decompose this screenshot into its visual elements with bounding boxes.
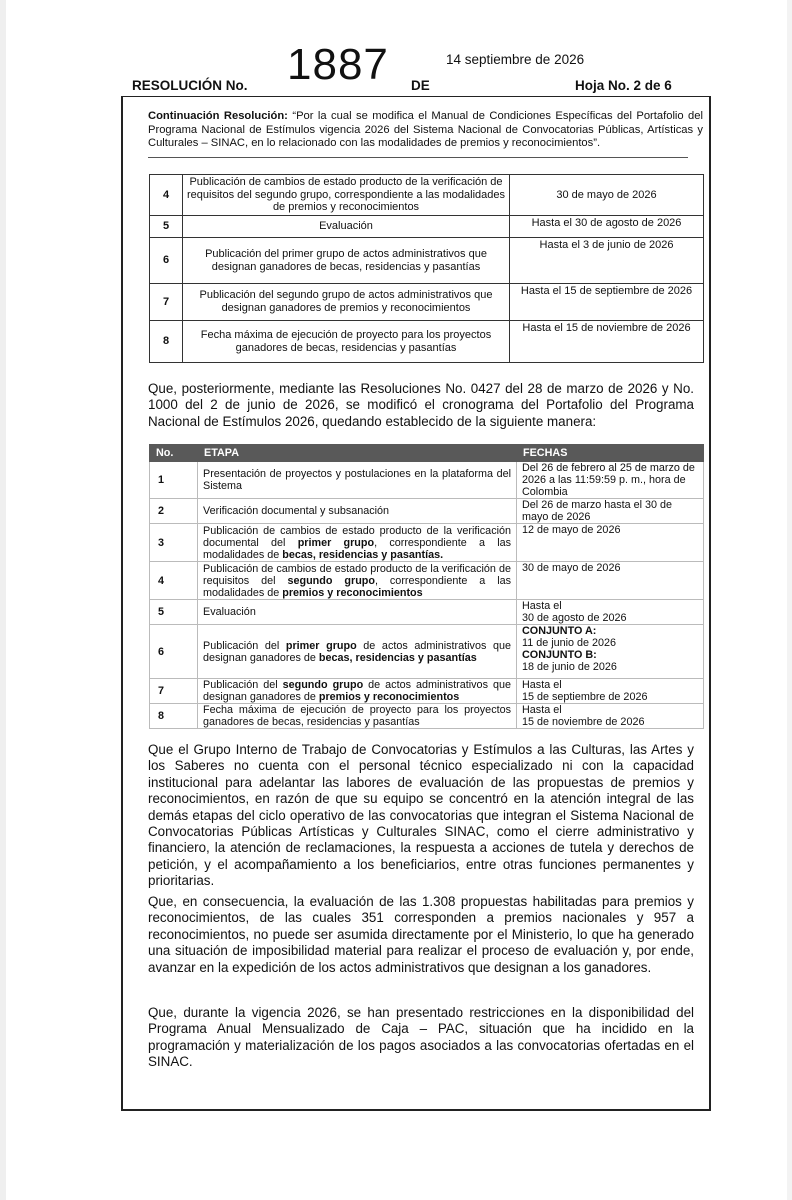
resolution-number: 1887	[287, 40, 389, 89]
stage-description	[198, 600, 517, 625]
text-segment: Evaluación	[203, 606, 256, 618]
stage-number: 7	[150, 284, 183, 321]
text-segment: segundo grupo	[287, 574, 375, 587]
screen-right-edge	[787, 0, 792, 1200]
stage-date: Hasta el 15 de septiembre de 2026	[510, 284, 704, 321]
table-row	[150, 216, 704, 238]
stage-number: 6	[150, 625, 198, 679]
stage-date	[517, 524, 704, 562]
text-segment: Publicación de cambios de estado producto de la verificación de requisitos del	[203, 562, 511, 587]
text-segment: Publicación del	[203, 679, 283, 691]
screen-left-edge	[0, 0, 6, 1200]
text-segment: primer grupo	[285, 639, 357, 652]
text-segment: segundo grupo	[282, 679, 364, 691]
table-row	[150, 238, 704, 284]
stage-date: 30 de mayo de 2026	[510, 175, 704, 216]
continuation-intro	[148, 110, 703, 151]
resolution-date: 14 septiembre de 2026	[446, 52, 585, 67]
stage-number: 1	[150, 462, 198, 499]
text-segment: Hasta el	[522, 704, 562, 716]
stage-description: Publicación del primer grupo de actos administrativos que designan ganadores de becas, residencias y pasantías	[183, 238, 510, 284]
stage-description: Evaluación	[183, 216, 510, 238]
text-segment: 11 de junio de 2026	[522, 637, 617, 649]
text-segment: Verificación documental y subsanación	[203, 505, 390, 517]
stage-number: 6	[150, 238, 183, 284]
table-row	[150, 462, 704, 499]
stage-date	[517, 562, 704, 600]
table-row	[150, 562, 704, 600]
text-segment: Del 26 de marzo hasta el 30 de mayo de 2026	[522, 499, 673, 523]
stage-number: 5	[150, 600, 198, 625]
text-segment: 30 de agosto de 2026	[522, 612, 627, 624]
stage-description	[198, 679, 517, 704]
stage-date	[517, 499, 704, 524]
stage-number: 8	[150, 321, 183, 363]
text-segment: de actos administrativos que designan ganadores de	[203, 679, 511, 703]
header-etapa: ETAPA	[198, 445, 517, 462]
intro-divider	[148, 157, 688, 158]
paragraph-pac-restrictions: Que, durante la vigencia 2026, se han presentado restricciones en la disponibilidad del Programa Anual Mensualizado de Caja – PAC, situación que ha incidido en la programación y materialización de los pagos asociados a las convocatorias ofertadas en el SINAC.	[148, 1005, 694, 1070]
stage-number: 2	[150, 499, 198, 524]
stage-date	[517, 679, 704, 704]
text-segment: Hasta el	[522, 600, 562, 612]
text-segment: de actos administrativos que designan ganadores de	[203, 639, 511, 664]
stage-number: 4	[150, 562, 198, 600]
stage-number: 4	[150, 175, 183, 216]
stage-number: 8	[150, 704, 198, 729]
sheet-number: Hoja No. 2 de 6	[575, 78, 672, 93]
text-segment: 15 de noviembre de 2026	[522, 716, 645, 728]
stage-date: Hasta el 3 de junio de 2026	[510, 238, 704, 284]
continuation-text: “Por la cual se modifica el Manual de Condiciones Específicas del Portafolio del Programa Nacional de Estímulos vigencia 2026 del Sistema Nacional de Convocatorias Públicas, Artísticas y Culturales – SINAC, en lo relacionado con las modalidades de premios y reconocimientos”.	[148, 110, 703, 150]
table-row	[150, 284, 704, 321]
paragraph-modification: Que, posteriormente, mediante las Resoluciones No. 0427 del 28 de marzo de 2026 y No. 1000 del 2 de junio de 2026, se modificó el cronograma del Portafolio del Programa Nacional de Estímulos 2026, quedando establecido de la siguiente manera:	[148, 381, 694, 429]
text-segment: 30 de mayo de 2026	[522, 562, 621, 574]
stage-date	[517, 462, 704, 499]
table-row	[150, 499, 704, 524]
stage-date	[517, 600, 704, 625]
text-segment: becas, residencias y pasantías.	[282, 548, 444, 561]
table-row	[150, 679, 704, 704]
text-segment: 18 de junio de 2026	[522, 661, 617, 673]
text-segment: premios y reconocimientos	[282, 586, 423, 599]
text-segment: CONJUNTO B:	[522, 649, 597, 661]
text-segment: Del 26 de febrero al 25 de marzo de 2026 a las 11:59:59 p. m., hora de Colombia	[522, 462, 695, 498]
continuation-lead: Continuación Resolución:	[148, 110, 288, 122]
stage-description: Publicación de cambios de estado producto de la verificación de requisitos del segundo grupo, correspondiente a las modalidades de premios y reconocimientos	[183, 175, 510, 216]
stage-description	[198, 625, 517, 679]
text-segment: 12 de mayo de 2026	[522, 524, 621, 536]
stage-number: 7	[150, 679, 198, 704]
stage-date	[517, 704, 704, 729]
stage-description	[198, 562, 517, 600]
paragraph-evaluation-capacity: Que el Grupo Interno de Trabajo de Convocatorias y Estímulos a las Culturas, las Artes y los Saberes no cuenta con el personal técnico especializado ni con la capacidad institucional para adelantar las labores de evaluación de las propuestas de premios y reconocimientos, en razón de que su equipo se concentró en la atención integral de las demás etapas del ciclo operativo de las convocatorias que integran el Sistema Nacional de Convocatorias Públicas Artísticas y Culturales SINAC, como el cierre administrativo y financiero, la atención de reclamaciones, la respuesta a acciones de tutela y derechos de petición, y el acompañamiento a los beneficiarios, entre otras funciones permanentes y prioritarias.	[148, 742, 694, 889]
text-segment: CONJUNTO A:	[522, 625, 597, 637]
text-segment: , correspondiente a las modalidades de	[203, 574, 511, 599]
resolution-label: RESOLUCIÓN No.	[132, 78, 248, 93]
header-fechas: FECHAS	[517, 445, 704, 462]
stage-description	[198, 462, 517, 499]
text-segment: , correspondiente a las modalidades de	[203, 536, 512, 561]
text-segment: Presentación de proyectos y postulaciones en la plataforma del Sistema	[203, 468, 511, 492]
stage-date: Hasta el 15 de noviembre de 2026	[510, 321, 704, 363]
table-row	[150, 625, 704, 679]
paragraph-consequence: Que, en consecuencia, la evaluación de las 1.308 propuestas habilitadas para premios y reconocimientos, de las cuales 351 corresponden a premios nacionales y 957 a reconocimientos, no puede ser asumida directamente por el Ministerio, lo que ha generado una situación de imposibilidad material para realizar el proceso de evaluación y, por ende, avanzar en la expedición de los actos administrativos que designan a los ganadores.	[148, 894, 694, 975]
stage-number: 5	[150, 216, 183, 238]
text-segment: Hasta el	[522, 679, 562, 691]
text-segment: Fecha máxima de ejecución de proyecto para los proyectos ganadores de becas, residencias y pasantías	[203, 704, 511, 728]
table-row	[150, 321, 704, 363]
stage-description: Publicación del segundo grupo de actos administrativos que designan ganadores de premios y reconocimientos	[183, 284, 510, 321]
table-row	[150, 704, 704, 729]
stage-description	[198, 524, 517, 562]
text-segment: primer grupo	[297, 536, 375, 549]
table-header-row	[150, 445, 704, 462]
stage-description: Fecha máxima de ejecución de proyecto para los proyectos ganadores de becas, residencias y pasantías	[183, 321, 510, 363]
schedule-table-current	[149, 444, 704, 729]
text-segment: Publicación del	[203, 639, 286, 652]
table-row	[150, 600, 704, 625]
schedule-table-previous	[149, 174, 704, 363]
stage-description	[198, 499, 517, 524]
stage-date	[517, 625, 704, 679]
stage-date: Hasta el 30 de agosto de 2026	[510, 216, 704, 238]
stage-number: 3	[150, 524, 198, 562]
header-no: No.	[150, 445, 198, 462]
stage-description	[198, 704, 517, 729]
text-segment: Publicación de cambios de estado producto de la verificación documental del	[203, 524, 511, 549]
table-row	[150, 175, 704, 216]
text-segment: becas, residencias y pasantías	[318, 651, 477, 664]
de-label: DE	[411, 78, 430, 93]
table-body	[150, 462, 704, 729]
text-segment: premios y reconocimientos	[318, 691, 460, 703]
text-segment: 15 de septiembre de 2026	[522, 691, 648, 703]
table-row	[150, 524, 704, 562]
